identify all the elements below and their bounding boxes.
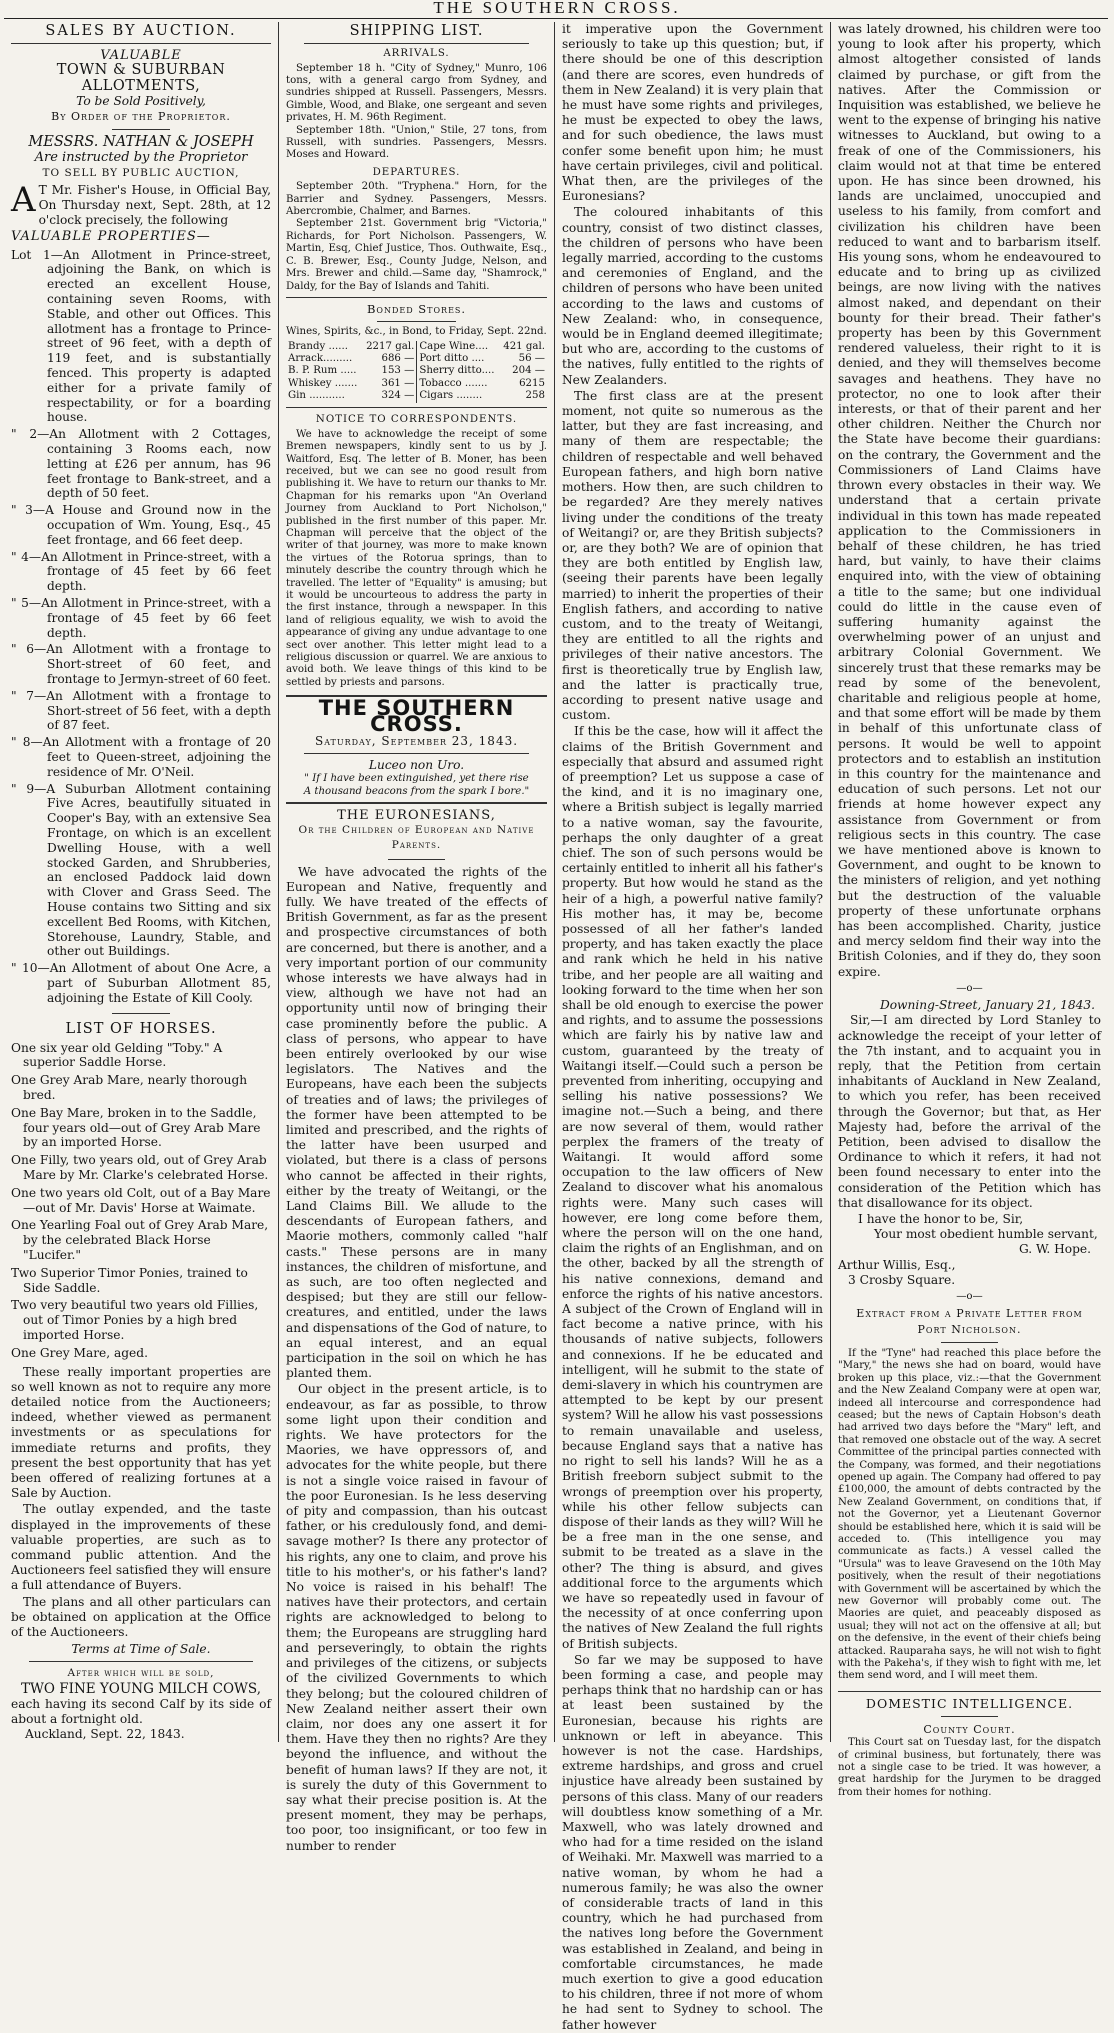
- table-cell: 258: [525, 390, 545, 402]
- horse-item: One Yearling Foal out of Grey Arab Mare, by the celebrated Black Horse "Lucifer.": [11, 1218, 269, 1263]
- court-text: This Court sat on Tuesday last, for the dispatch of criminal business, but fortunately, there was not a single case to be tried. It was however, a great hardship for the Jurymen to be dragged from their homes for nothing.: [838, 1737, 1101, 1798]
- divider: [286, 297, 547, 298]
- addressee-line: Arthur Willis, Esq.,: [838, 1257, 956, 1272]
- body-paragraph: The plans and all other particulars can be obtained on application at the Office of the Auctioneers.: [11, 1594, 271, 1640]
- table-cell: Cape Wine....: [419, 340, 489, 352]
- bonded-heading: Bonded Stores.: [366, 301, 467, 316]
- extract-place: Port Nicholson.: [917, 1322, 1022, 1336]
- divider: [112, 129, 169, 130]
- table-cell: B. P. Rum .....: [288, 365, 357, 377]
- table-row: [286, 341, 547, 353]
- table-cell: 2217 gal.: [362, 341, 417, 353]
- table-cell: Port ditto ....: [419, 352, 485, 364]
- lot-item: " 7—An Allotment with a frontage to Short-street of 56 feet, with a depth of 87 feet.: [11, 688, 271, 733]
- table-cell: 56 —: [518, 352, 545, 364]
- table-cell: 421 gal.: [503, 340, 545, 352]
- auction-heading: SALES BY AUCTION.: [45, 23, 237, 39]
- drop-cap: A: [11, 179, 36, 220]
- after-line: After which will be sold,: [67, 1667, 215, 1680]
- horse-item: Two very beautiful two years old Fillies, out of Timor Ponies by a high bred imported Horse.: [11, 1298, 259, 1343]
- lot-item: " 8—An Allotment with a frontage of 20 feet to Queen-street, adjoining the residence of Mr. O'Neil.: [11, 735, 271, 779]
- notice-text: We have to acknowledge the receipt of some Bremen newspapers, kindly sent to us by J. Waitford, Esq. The letter of B. Moner, has been received, but we can see no good result from publishing it. We have to return our thanks to Mr. Chapman for his remarks upon "An Overland Journey from Auckland to Port Nicholson," published in the first number of this paper. Mr. Chapman will perceive that the object of the writer of that journey, was more to make known the virtues of the Rotorua springs, than to minutely describe the country through which he travelled. The letter of "Equality" is amusing; but it would be uncourteous to address the party in the first instance, through a newspaper. In this land of religious equality, we wish to avoid the appearance of giving any undue advantage to one sect over another. This letter might lead to a religious discussion or quarrel. We are anxious to avoid both. We leave things of this kind to be settled by priests and parsons.: [286, 428, 547, 688]
- article-heading: THE EURONESIANS,: [337, 807, 496, 823]
- lot-item: " 10—An Allotment of about One Acre, a part of Suburban Allotment 85, adjoining the Estate of Kill Cooly.: [11, 961, 271, 1005]
- horse-item: One Grey Arab Mare, nearly thorough bred.: [11, 1073, 248, 1103]
- shipping-list: [286, 48, 547, 293]
- article-paragraph: If this be the case, how will it affect the claims of the British Government and especially that absurd and assumed right of preemption? Let us suppose a case of the kind, and it is no imaginary one, where a British subject is legally married to a native woman, say the favourite, perhaps the only daughter of a great chief. The son of such persons would be certainly entitled to inherit all his father's property. But how would he stand as the heir of a high, a powerful native family? His mother has, it may be, become possessed of all her father's landed property, and has taken exactly the place and rank which he held in his native tribe, and her people are all waiting and looking forward to the time when her son shall be old enough to exercise the power and rights, and to assume the possessions which are fairly his by native law and custom, guaranteed by the treaty of Waitangi itself.—Could such a person be prevented from inheriting, occupying and selling his native possessions? We imagine not.—Such a being, and there are now several of them, would rather perplex the framers of the treaty of Waitangi. It would afford some occupation to the law officers of New Zealand to discover what his anomalous rights were. Many such cases will however, ere long come before them, where the person will on the one hand, claim the rights of an Englishman, and on the other, backed by all the strength of his native connexions, demand and enforce the rights of his native ancestors. A subject of the Crown of England will in fact become a native prince, with his thousands of native subjects, followers and connexions. If he be educated and intelligent, will he submit to the state of demi-slavery in which his countrymen are attempted to be kept by our present system? Will he allow his vast possessions to remain unavailable and useless, because England says that a native has no right to sell his lands? Will he as a British freeborn subject submit to the wrongs of preemption over his property, while his other fellow subjects can dispose of their lands as they will? Will he be a free man in the one sense, and submit to be treated as a slave in the other? The thing is absurd, and gives additional force to the arguments which we have so repeatedly used in favour of the necessity of at once conferring upon the natives of New Zealand the full rights of British subjects.: [562, 724, 823, 1651]
- divider: [838, 1691, 1101, 1692]
- table-cell: 686 —: [362, 353, 417, 365]
- extract-heading: Extract from a Private Letter from: [856, 1307, 1083, 1321]
- horse-item: One Grey Mare, aged.: [11, 1345, 148, 1360]
- section-marker: —o—: [956, 1291, 983, 1303]
- terms-line: Terms at Time of Sale.: [71, 1642, 211, 1657]
- divider: [941, 1716, 999, 1717]
- arrival-entry: September 18 h. "City of Sydney," Munro, 106 tons, with a general cargo from Sydney, and sundries shipped at Russell. Passengers, Messrs. Gimble, Wood, and Blake, one sergeant and seven privates, H. M. 96th Regiment.: [286, 62, 547, 124]
- intro-paragraph: [11, 179, 271, 229]
- properties-heading: VALUABLE PROPERTIES—: [11, 229, 211, 245]
- dateline: Auckland, Sept. 22, 1843.: [25, 1727, 185, 1742]
- letter-dateline: Downing-Street, January 21, 1843.: [879, 998, 1095, 1013]
- article-subheading: Or the Children of European and Native Parents.: [298, 824, 535, 852]
- addressee-line: 3 Crosby Square.: [848, 1272, 956, 1287]
- table-cell: Gin ...........: [288, 390, 345, 402]
- extract-text: If the "Tyne" had reached this place before the "Mary," the news she had on board, would have broken up this place, viz.:—that the Government and the New Zealand Company were at open war, indeed all intercourse and correspondence had ceased; but the news of Captain Hobson's death had arrived two days before the "Mary" left, and that removed one obstacle out of the way. A secret Committee of the principal parties connected with the Company, was formed, and their negotiations opened up again. The Company had offered to pay £100,000, the amount of debts contracted by the New Zealand Government, on conditions that, if not the Governor, yet a Lieutenant Governor should be established here, which it is said will be acceded to. (This intelligence you may communicate as facts.) A vessel called the "Ursula" was to leave Gravesend on the 10th May positively, when the result of their negotiations with Government will be ascertained by which the new Governor will probably come out. The Maories are quiet, and peaceably disposed as usual; they will not act on the offensive at all; but on the defensive, in the event of their chiefs being attacked. Rauparaha says, he will not wish to fight with the Pakeha's, if they wish to fight with me, let them send word, and I will meet them.: [838, 1347, 1101, 1682]
- departure-entry: September 21st. Government brig "Victoria," Richards, for Port Nicholson. Passengers, W. Martin, Esq, Chief Justice, Thos. Outhwaite, Esq., C. B. Brewer, Esq., County Judge, Nelson, and Mrs. Brewer and child.—Same day, "Shamrock," Daldy, for the Bay of Islands and Tahiti.: [286, 218, 547, 292]
- cows-title: TWO FINE YOUNG MILCH COWS,: [21, 1680, 261, 1697]
- table-cell: 204 —: [512, 365, 545, 377]
- table-cell: Brandy ......: [288, 340, 348, 352]
- lot-item: " 9—A Suburban Allotment containing Five Acres, beautifully situated in Cooper's Bay, with an extensive Sea Frontage, on which is an excellent Dwelling House, with a well stocked Garden, and Shrubberies, an enclosed Paddock laid down with Clover and Grass Seed. The House contains two Sitting and six excellent Bed Rooms, with Kitchen, Storehouse, Laundry, Stable, and other out Buildings.: [11, 781, 271, 959]
- verse-line: " If I have been extinguished, yet there rise: [304, 773, 529, 785]
- horse-item: One Bay Mare, broken in to the Saddle, four years old—out of Grey Arab Mare by an imported Horse.: [11, 1105, 261, 1150]
- paper-date: Saturday, September 23, 1843.: [314, 733, 519, 748]
- masthead-rule: [4, 18, 1108, 19]
- valuable-label: VALUABLE: [100, 48, 182, 64]
- divider: [11, 43, 271, 44]
- arrivals-heading: ARRIVALS.: [383, 48, 450, 60]
- by-order: By Order of the Proprietor.: [51, 110, 231, 124]
- table-row: [286, 365, 547, 377]
- table-cell: Arrack.........: [288, 352, 353, 364]
- table-cell: 324 —: [362, 390, 417, 402]
- article-paragraph: The coloured inhabitants of this country, consist of two distinct classes, the children of persons who have been legally married, according to the customs and ceremonies of England, and the children of persons who have been united according to the laws and customs of New Zealand: who, in consequence, would be in England deemed illegitimate; but who are, according to the customs of the natives, fully entitled to the rights of New Zealanders.: [562, 205, 823, 387]
- notice-block: [286, 429, 547, 690]
- divider: [304, 753, 528, 754]
- lot-item: Lot 1—An Allotment in Prince-street, adjoining the Bank, on which is erected an excellent House, containing seven Rooms, with Stable, and other out Offices. This allotment has a frontage to Prince-street of 96 feet, with a depth of 119 feet, and is substantially fenced. This property is adapted either for a private family of respectability, or for a boarding house.: [11, 247, 271, 425]
- lot-item: " 4—An Allotment in Prince-street, with a frontage of 45 feet by 66 feet depth.: [11, 549, 271, 594]
- article-paragraph: The first class are at the present moment, not quite so numerous as the latter, but they are fast increasing, and many of them are respectable; the children of respectable and well behaved European fathers, and high born native mothers. How then, are such children to be regarded? Are they merely natives living under the conditions of the treaty of Weitangi? or, are they British subjects? or, are they both? We are of opinion that they are both entitled by English law, (seeing their parents have been legally married) to inherit the properties of their English fathers, and according to native custom, and to the treaty of Weitangi, they are entitled to all the rights and privileges of their native ancestors. The first is theoretically true by English law, and the latter is practically true, according to present native usage and custom.: [562, 388, 823, 723]
- sold-positively: To be Sold Positively,: [76, 93, 206, 108]
- horse-item: Two Superior Timor Ponies, trained to Side Saddle.: [11, 1265, 248, 1295]
- body-paragraph: The outlay expended, and the taste displayed in the improvements of these valuable properties, are such as to command public attention. And the Auctioneers feel satisfied they will ensure a full attendance of Buyers.: [11, 1502, 271, 1593]
- lot-item: " 6—An Allotment with a frontage to Short-street of 60 feet, and frontage to Jermyn-street of 60 feet.: [11, 642, 272, 686]
- paper-title: THE SOUTHERN CROSS.: [318, 696, 515, 736]
- verse-line: A thousand beacons from the spark I bore.": [303, 785, 530, 797]
- column-shipping: [279, 22, 555, 1853]
- columns: [4, 22, 1108, 2032]
- horse-item: One two years old Colt, out of a Bay Mare—out of Mr. Davis' Horse at Waimate.: [11, 1185, 271, 1215]
- shipping-heading: SHIPPING LIST.: [349, 23, 484, 39]
- article-paragraph: was lately drowned, his children were too young to look after his property, which almost altogether consisted of lands claimed by purchase, or gift from the natives. After the Commission or Inquisition was established, we believe he went to the expense of bringing his native witnesses to Auckland, but owing to a freak of one of the Commissioners, his claim would not at that time be entered upon. He has since been drowned, his lands are unclaimed, unoccupied and useless to his family, from comfort and civilization his children have been reduced to want and to barbarism itself. His young sons, whom he endeavoured to educate and to bring up as civilized beings, are now living with the natives almost naked, and dependant on their bounty for their bread. Their father's property has been by this Government rendered valueless, their right to it is denied, and they will themselves become savages and heathens. They have no protector, no one to look after their interests, or that of their parent and her other children. Neither the Church nor the State have become their guardians: on the contrary, the Government and the Commissioners of Land Claims have thrown every obstacles in their way. We understand that a certain private individual in this town has made repeated application to the Commissioners in behalf of these children, he has tried hard, but vainly, to have their claims enquired into, with the view of obtaining a title to the same; but one individual could do little in the cause even of suffering humanity against the overwhelming power of an unjust and arbitrary Colonial Government. We sincerely trust that these remarks may be read by some of the benevolent, charitable and religious people at home, and that some effort will be made by them in behalf of this unfortunate class of persons. It would be well to appoint protectors and to establish an institution in this country for the maintenance and education of such persons. Let not our friends at home however expect any assistance from Government or from religious sects in this country. The case we have mentioned above is known to Government, and ought to be known to the ministers of religion, and yet nothing but the destruction of the valuable property of these unfortunate orphans has been accomplished. Charity, justice and mercy seldom find their way into the British Colonies, and if they do, they soon expire.: [838, 22, 1101, 979]
- court-heading: County Court.: [923, 1723, 1016, 1737]
- intro-text: T Mr. Fisher's House, in Official Bay, On Thursday next, Sept. 28th, at 12 o'clock precisely, the following: [38, 182, 271, 228]
- table-cell: 153 —: [362, 365, 417, 377]
- article-paragraph: So far we may be supposed to have been forming a case, and people may perhaps think that no hardship can or has at least been sustained by the Euronesian, because his rights are unknown or left in abeyance. This however is not the case. Hardships, extreme hardships, and gross and cruel injustice have already been sustained by persons of this class. Many of our readers will doubtless know something of a Mr. Maxwell, who was lately drowned and who had for a time resided on the island of Weihaki. Mr. Maxwell was married to a native woman, by whom he had a numerous family; he was also the owner of considerable tracts of land in this country, which he had purchased from the natives long before the Government was established in Zealand, and being in comfortable circumstances, he made much exertion to give a good education to his children, three if not more of whom he had sent to Sydney to school. The father however: [562, 1652, 823, 2032]
- lot-item: " 5—An Allotment in Prince-street, with a frontage of 45 feet by 66 feet depth.: [11, 595, 271, 640]
- divider: [286, 407, 547, 408]
- auctioneers-name: MESSRS. NATHAN & JOSEPH: [28, 134, 254, 151]
- table-cell: Cigars ........: [419, 390, 483, 402]
- horses-heading: LIST OF HORSES.: [65, 1021, 217, 1038]
- table-cell: Sherry ditto....: [419, 365, 495, 377]
- bonded-stores-table: [286, 341, 547, 403]
- column-letters: [831, 22, 1108, 1798]
- divider: [286, 802, 547, 804]
- arrival-entry: September 18th. "Union," Stile, 27 tons, from Russell, with sundries. Passengers, Messrs. Moses and Howard.: [286, 124, 547, 161]
- table-row: [286, 378, 547, 390]
- column-auction: [4, 22, 279, 1742]
- divider: [941, 1342, 999, 1343]
- lot-item: " 3—A House and Ground now in the occupation of Wm. Young, Esq., 45 feet frontage, and 66 feet deep.: [11, 503, 271, 547]
- body-paragraph: These really important properties are so well known as not to require any more detailed notice from the Auctioneers; indeed, whether viewed as permanent investments or as speculations for immediate returns and profits, they present the best opportunity that has yet been offered of realizing fortunes at a Sale by Auction.: [11, 1364, 271, 1501]
- masthead: THE SOUTHERN CROSS.: [433, 0, 681, 17]
- divider: [29, 1661, 253, 1662]
- divider: [377, 321, 455, 322]
- section-marker: —o—: [956, 982, 983, 994]
- allotments-title: TOWN & SUBURBAN ALLOTMENTS,: [56, 62, 226, 94]
- domestic-heading: DOMESTIC INTELLIGENCE.: [865, 1695, 1074, 1711]
- instructed-line: Are instructed by the Proprietor: [34, 150, 248, 166]
- horse-item: One six year old Gelding "Toby." A superior Saddle Horse.: [11, 1040, 223, 1070]
- article-paragraph: We have advocated the rights of the European and Native, frequently and fully. We have treated of the effects of British Government, as far as the present and prospective circumstances of both are concerned, but there is another, and a very important portion of our community whose interests we have always had in view, although we have not had an opportunity until now of bringing their case prominently before the public. A class of persons, who appear to have been entirely overlooked by our wise legislators. The Natives and the Europeans, have each been the subjects of treaties and of laws; the privileges of the former have been attempted to be limited and prescribed, and the rights of the latter have been usurped and violated, but there is a class of persons who cannot be affected in their rights, either by the treaty of Weitangi, or the Land Claims Bill. We allude to the descendants of European fathers, and Maorie mothers, commonly called "half casts." These persons are in many instances, the children of misfortune, and as such, are too often neglected and despised; but they are still our fellow-creatures, and entitled, under the laws and dispensations of the God of nature, to an equal interest, and an equal participation in the soil on which he has planted them.: [286, 864, 547, 1381]
- cows-text: each having its second Calf by its side of about a fortnight old.: [11, 1696, 271, 1727]
- table-cell: 361 —: [362, 378, 417, 390]
- notice-heading: NOTICE TO CORRESPONDENTS.: [315, 413, 518, 425]
- table-cell: 6215: [519, 377, 545, 389]
- table-cell: Whiskey .......: [288, 377, 358, 389]
- table-cell: Tobacco .......: [419, 377, 488, 389]
- article-paragraph: Our object in the present article, is to endeavour, as far as possible, to throw some light upon their condition and rights. We have protectors for the Maories, we have oppressors of, and advocates for the white people, but there is not a single voice raised in favour of the poor Euronesian. Is he less deserving of pity and compassion, than his outcast father, or his credulously fond, and demi-savage mother? Is there any protector of his rights, any one to claim, and prove his title to his mother's, or his father's land? No voice is raised in his behalf! The natives have their protectors, and certain rights are acknowledged to belong to them; the Europeans are struggling hard and perseveringly, to obtain the rights and privileges of the citizens, or subjects of the civilized Governments to which they belong; but the coloured children of New Zealand neither assert their own claim, nor does any one assert it for them. Have they then no rights? Are they beyond the influence, and without the benefit of human laws? If they are not, it is surely the duty of this Government to say what their precise position is. At the present moment, they may be perhaps, too poor, too insignificant, or too few in number to render: [286, 1382, 547, 1853]
- motto: Luceo non Uro.: [368, 757, 465, 772]
- divider: [388, 859, 445, 860]
- letter-signature: G. W. Hope.: [1018, 1242, 1091, 1257]
- letter-closing: Your most obedient humble servant,: [874, 1227, 1098, 1242]
- public-auction: TO SELL BY PUBLIC AUCTION,: [42, 166, 240, 179]
- bonded-intro: Wines, Spirits, &c., in Bond, to Friday, Sept. 22nd.: [286, 326, 547, 338]
- letter-closing: I have the honor to be, Sir,: [858, 1212, 1024, 1227]
- letter-body: Sir,—I am directed by Lord Stanley to acknowledge the receipt of your letter of the 7th instant, and to acquaint you in reply, that the Petition from certain inhabitants of Auckland in New Zealand, to which you refer, has been received through the Governor; but that, as Her Majesty had, before the arrival of the Petition, been advised to disallow the Ordinance to which it refers, it had not been found necessary to enter into the consideration of the Petition which has that disallowance for its object.: [838, 1013, 1101, 1210]
- lot-item: " 2—An Allotment with 2 Cottages, containing 3 Rooms each, now letting at £26 per annum, has 96 feet frontage to Bank-street, and a depth of 50 feet.: [11, 427, 271, 501]
- extract-block: [838, 1348, 1101, 1683]
- departure-entry: September 20th. "Tryphena." Horn, for the Barrier and Sydney. Passengers, Messrs. Abercrombie, Chalmer, and Barnes.: [286, 181, 547, 218]
- article-paragraph: it imperative upon the Government seriously to take up this question; but, if there should be one of this description (and there are scores, even hundreds of them in New Zealand) it is very plain that he must have some rights and privileges, he must be expected to obey the laws, and for such obedience, the laws must confer some benefit upon him; he must have certain privileges, civil and political. What then, are the privileges of the Euronesians?: [562, 22, 823, 204]
- court-block: [838, 1737, 1101, 1799]
- departures-heading: DEPARTURES.: [372, 166, 461, 178]
- table-row: [286, 353, 547, 365]
- column-article-continued: [555, 22, 831, 2032]
- divider: [304, 43, 528, 44]
- table-row: [286, 390, 547, 402]
- divider: [112, 1013, 169, 1014]
- horse-item: One Filly, two years old, out of Grey Arab Mare by Mr. Clarke's celebrated Horse.: [11, 1153, 269, 1183]
